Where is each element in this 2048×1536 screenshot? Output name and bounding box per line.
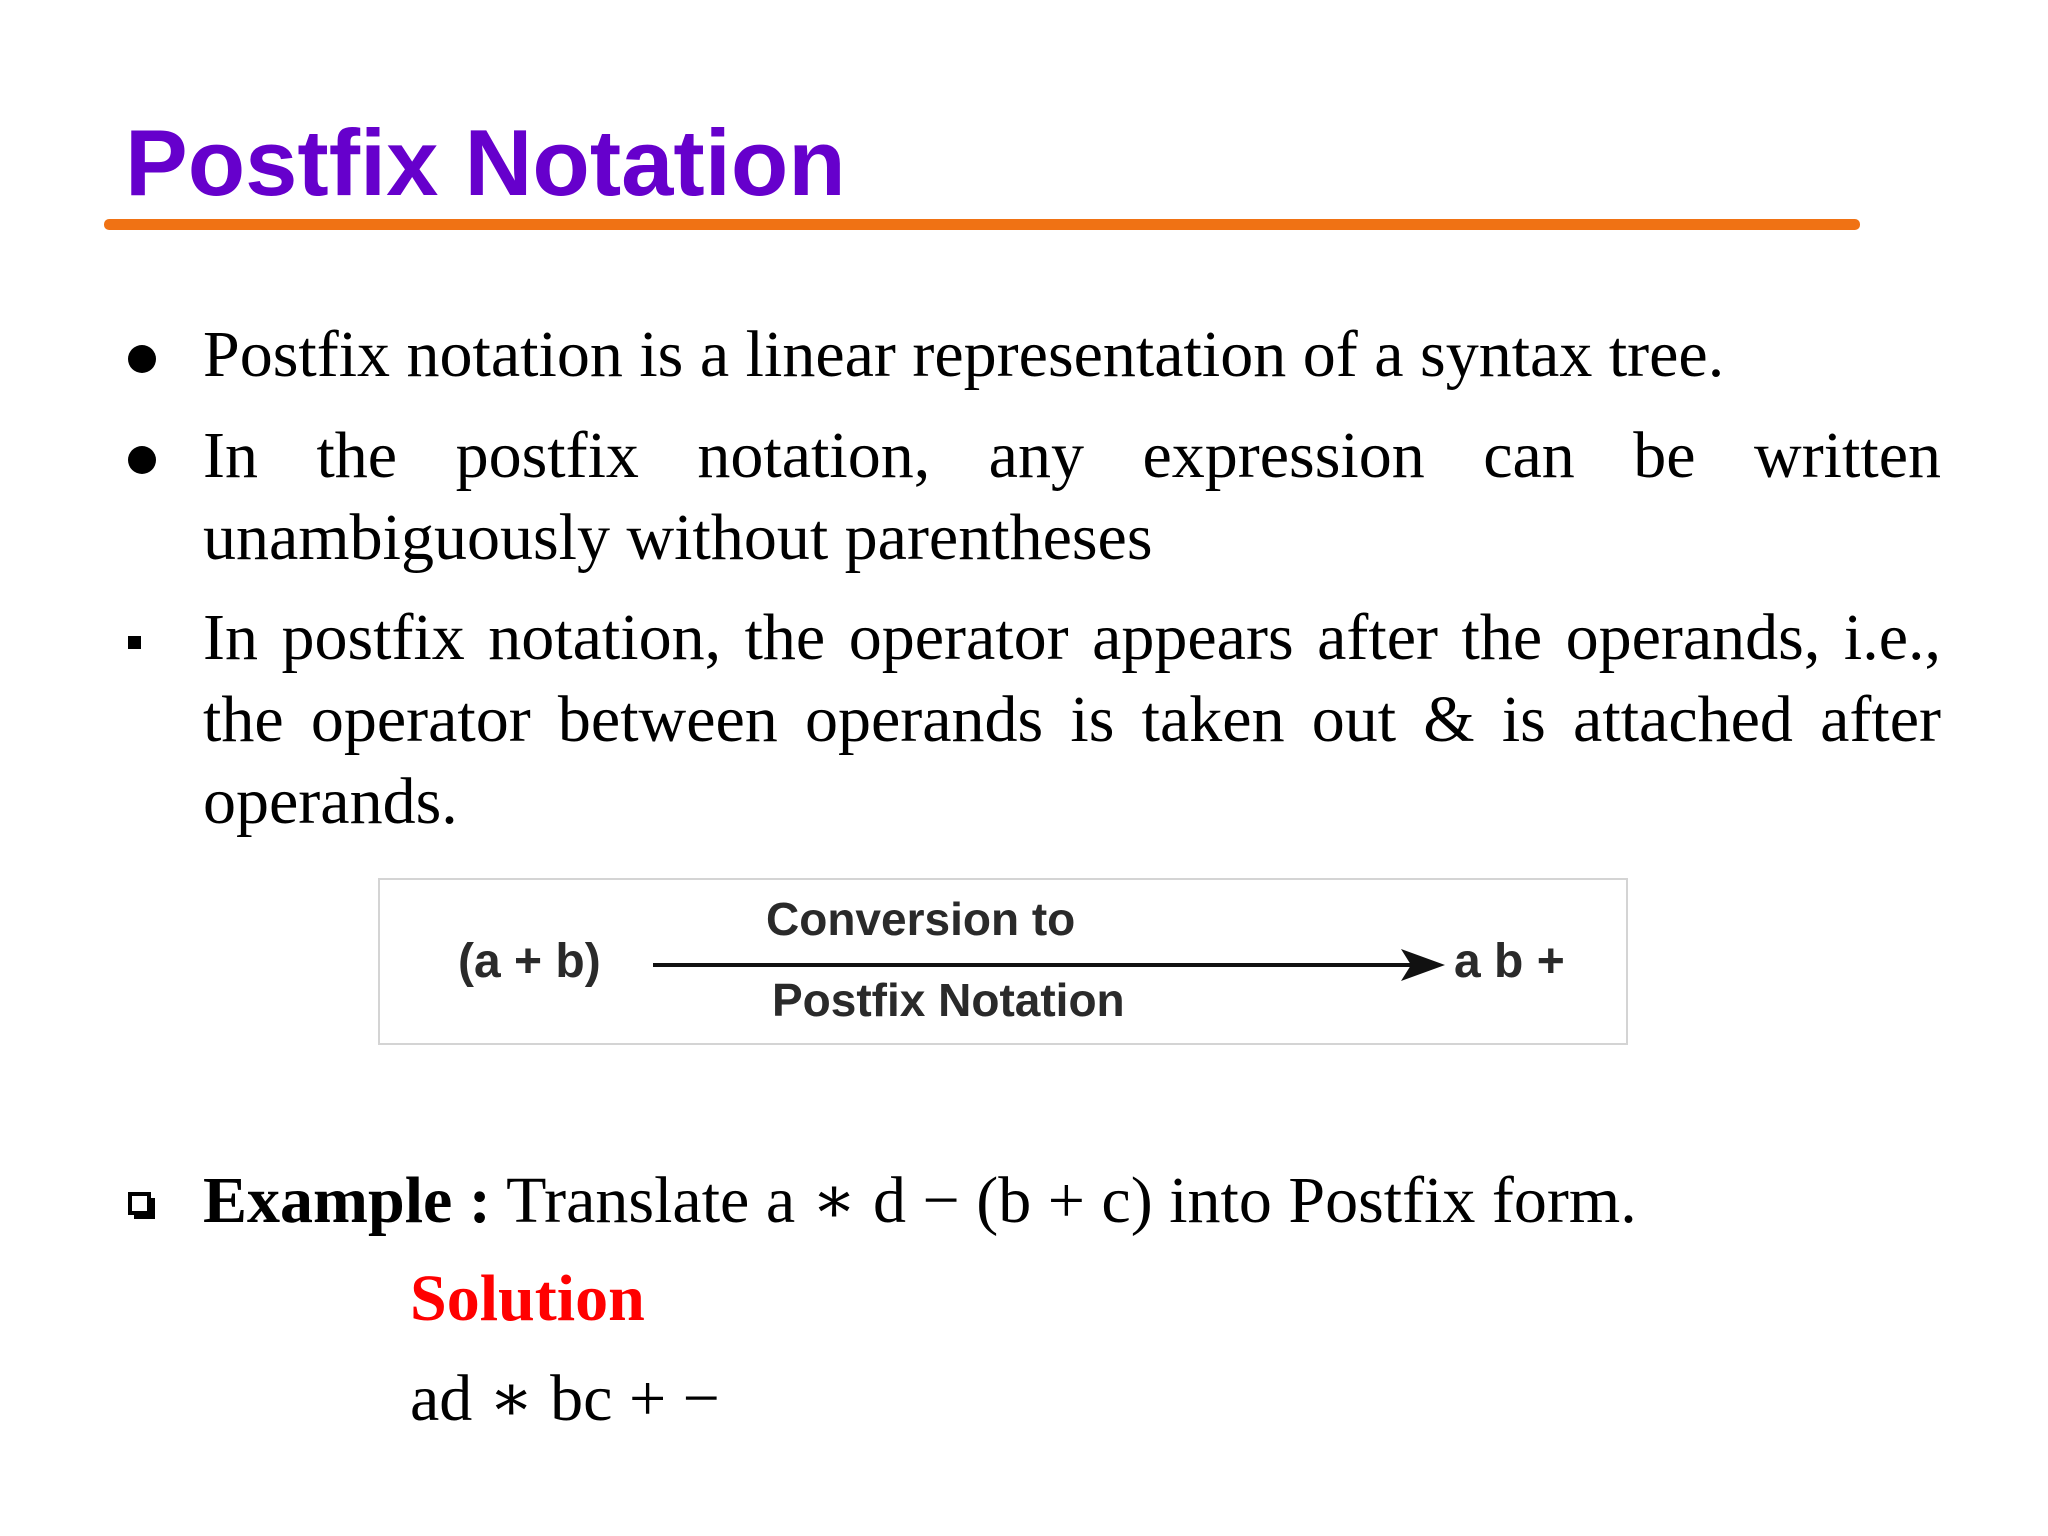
conversion-diagram	[378, 878, 1628, 1045]
bullet-square-icon	[128, 636, 141, 649]
bullet-item-1: Postfix notation is a linear representation of a syntax tree.	[203, 318, 1725, 391]
bullet-dot-icon	[128, 345, 156, 373]
solution-label: Solution	[410, 1262, 645, 1335]
title-underline	[104, 219, 1860, 230]
arrow-right-icon	[653, 945, 1453, 985]
diagram-input: (a + b)	[458, 935, 601, 988]
checkbox-bullet-icon	[128, 1192, 151, 1215]
diagram-label-bottom: Postfix Notation	[772, 974, 1125, 1026]
bullet-item-2: In the postfix notation, any expression can be written unambiguously without parentheses	[203, 419, 1941, 574]
diagram-label-top: Conversion to	[766, 893, 1076, 945]
diagram-output: a b +	[1454, 935, 1565, 988]
example-line	[203, 1160, 1637, 1242]
example-label: Example :	[203, 1164, 491, 1237]
slide-title: Postfix Notation	[125, 110, 846, 215]
bullet-dot-icon	[128, 446, 156, 474]
example-text: Translate a ∗ d − (b + c) into Postfix form.	[506, 1164, 1637, 1237]
bullet-item-3: In postfix notation, the operator appears after the operands, i.e., the operator between operands is taken out & is attached after operands.	[203, 601, 1941, 838]
solution-value: ad ∗ bc + −	[410, 1362, 720, 1435]
